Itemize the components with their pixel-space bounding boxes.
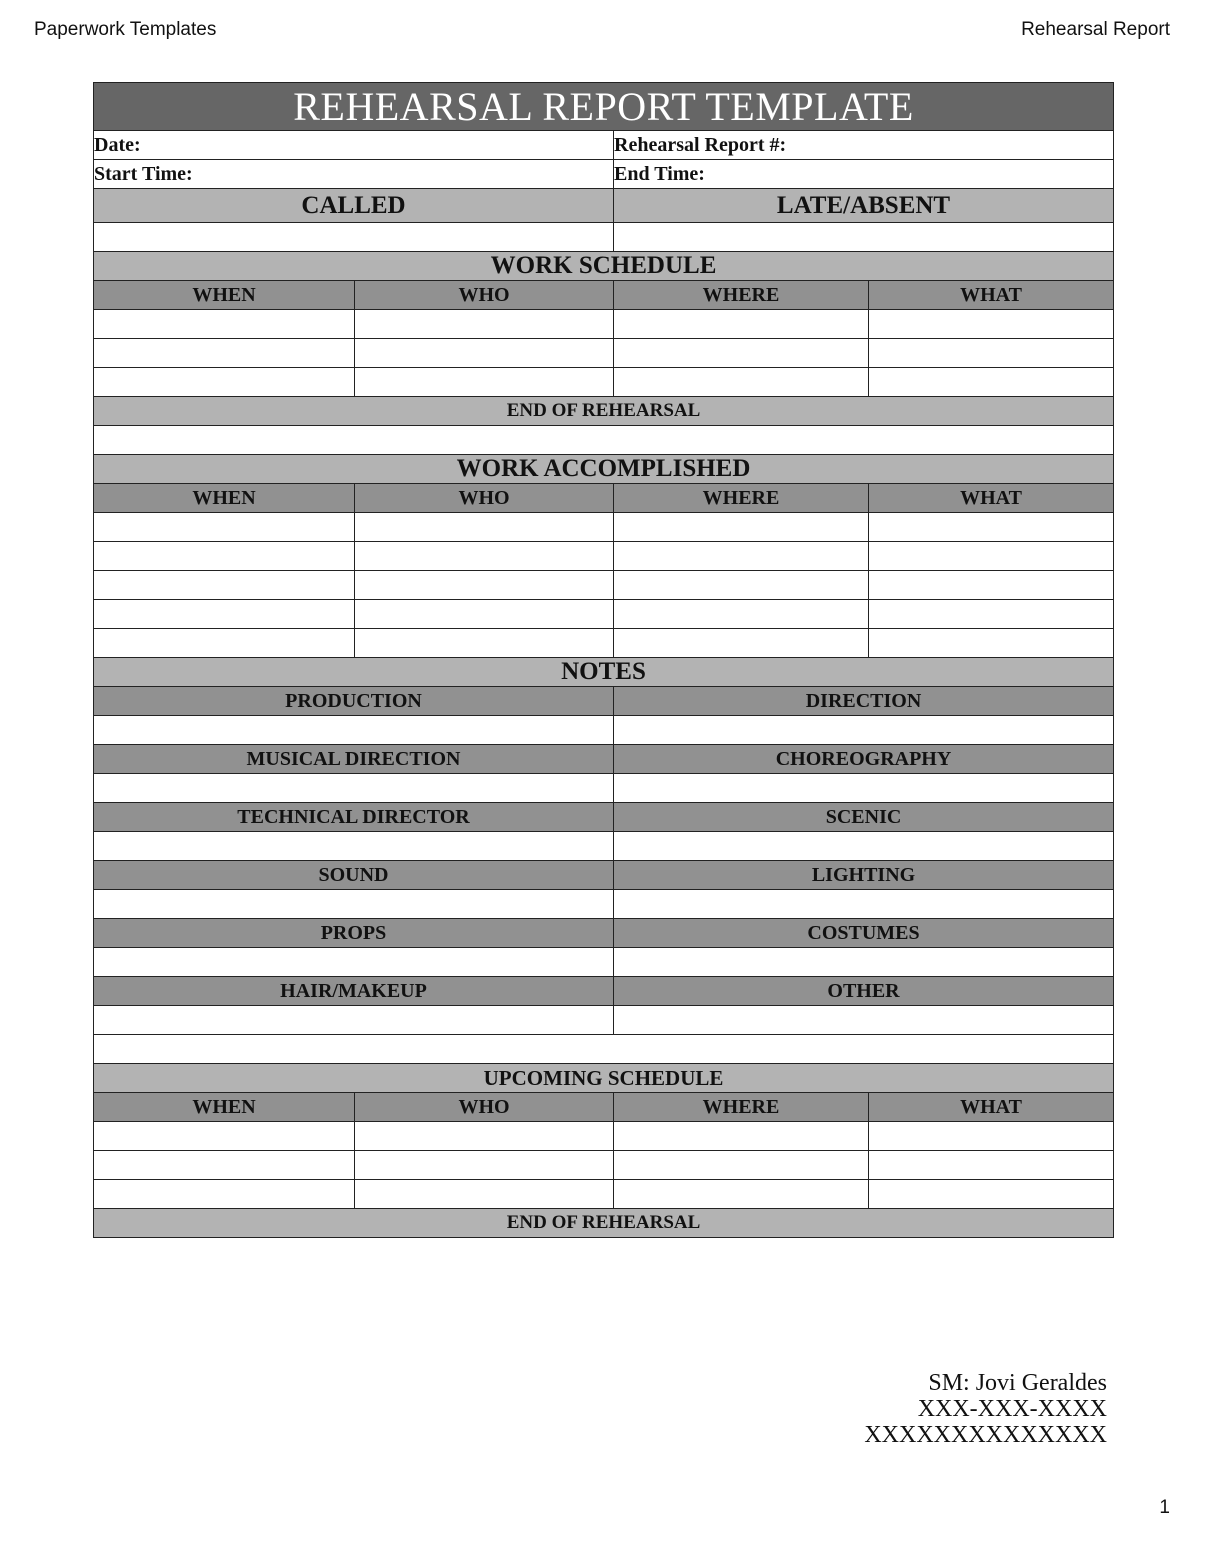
cell[interactable] bbox=[614, 1151, 869, 1180]
notes-direction-header: DIRECTION bbox=[614, 687, 1114, 716]
cell[interactable] bbox=[94, 1151, 355, 1180]
start-time-field[interactable]: Start Time: bbox=[94, 160, 614, 189]
column-header-what: WHAT bbox=[869, 484, 1114, 513]
notes-choreography-header: CHOREOGRAPHY bbox=[614, 745, 1114, 774]
cell[interactable] bbox=[869, 542, 1114, 571]
notes-props-entry[interactable] bbox=[94, 948, 614, 977]
stage-manager-email: XXXXXXXXXXXXXX bbox=[864, 1422, 1107, 1448]
report-number-field[interactable]: Rehearsal Report #: bbox=[614, 131, 1114, 160]
cell[interactable] bbox=[869, 513, 1114, 542]
notes-technical-director-header: TECHNICAL DIRECTOR bbox=[94, 803, 614, 832]
cell[interactable] bbox=[614, 1122, 869, 1151]
notes-spacer-row[interactable] bbox=[94, 1035, 1114, 1064]
called-header: CALLED bbox=[94, 189, 614, 223]
table-row bbox=[94, 1151, 1114, 1180]
cell[interactable] bbox=[355, 1122, 614, 1151]
cell[interactable] bbox=[355, 1151, 614, 1180]
cell[interactable] bbox=[869, 629, 1114, 658]
upcoming-end-of-rehearsal-label: END OF REHEARSAL bbox=[94, 1209, 1114, 1238]
notes-technical-director-entry[interactable] bbox=[94, 832, 614, 861]
column-header-who: WHO bbox=[355, 281, 614, 310]
table-row bbox=[94, 513, 1114, 542]
cell[interactable] bbox=[94, 1122, 355, 1151]
end-time-field[interactable]: End Time: bbox=[614, 160, 1114, 189]
upcoming-schedule-header: UPCOMING SCHEDULE bbox=[94, 1064, 1114, 1093]
cell[interactable] bbox=[355, 368, 614, 397]
page-number: 1 bbox=[1159, 1497, 1170, 1518]
notes-hair-makeup-header: HAIR/MAKEUP bbox=[94, 977, 614, 1006]
notes-costumes-entry[interactable] bbox=[614, 948, 1114, 977]
late-absent-header: LATE/ABSENT bbox=[614, 189, 1114, 223]
rehearsal-report-form bbox=[93, 82, 1114, 1238]
stage-manager-name: SM: Jovi Geraldes bbox=[928, 1370, 1107, 1396]
notes-sound-header: SOUND bbox=[94, 861, 614, 890]
table-row bbox=[94, 368, 1114, 397]
cell[interactable] bbox=[355, 629, 614, 658]
cell[interactable] bbox=[614, 513, 869, 542]
table-row bbox=[94, 1180, 1114, 1209]
notes-musical-direction-header: MUSICAL DIRECTION bbox=[94, 745, 614, 774]
notes-other-header: OTHER bbox=[614, 977, 1114, 1006]
notes-scenic-header: SCENIC bbox=[614, 803, 1114, 832]
column-header-when: WHEN bbox=[94, 281, 355, 310]
cell[interactable] bbox=[94, 339, 355, 368]
cell[interactable] bbox=[355, 1180, 614, 1209]
notes-sound-entry[interactable] bbox=[94, 890, 614, 919]
cell[interactable] bbox=[869, 339, 1114, 368]
table-row bbox=[94, 310, 1114, 339]
form-title: REHEARSAL REPORT TEMPLATE bbox=[94, 83, 1114, 131]
notes-costumes-header: COSTUMES bbox=[614, 919, 1114, 948]
cell[interactable] bbox=[94, 571, 355, 600]
notes-lighting-header: LIGHTING bbox=[614, 861, 1114, 890]
cell[interactable] bbox=[94, 368, 355, 397]
work-accomplished-header: WORK ACCOMPLISHED bbox=[94, 455, 1114, 484]
cell[interactable] bbox=[355, 310, 614, 339]
late-absent-entry[interactable] bbox=[614, 223, 1114, 252]
table-row bbox=[94, 1122, 1114, 1151]
table-row bbox=[94, 339, 1114, 368]
notes-production-header: PRODUCTION bbox=[94, 687, 614, 716]
cell[interactable] bbox=[355, 339, 614, 368]
date-field[interactable]: Date: bbox=[94, 131, 614, 160]
cell[interactable] bbox=[869, 571, 1114, 600]
cell[interactable] bbox=[614, 339, 869, 368]
cell[interactable] bbox=[94, 513, 355, 542]
table-row bbox=[94, 542, 1114, 571]
cell[interactable] bbox=[94, 542, 355, 571]
column-header-who: WHO bbox=[355, 1093, 614, 1122]
cell[interactable] bbox=[614, 629, 869, 658]
column-header-what: WHAT bbox=[869, 1093, 1114, 1122]
table-row bbox=[94, 571, 1114, 600]
notes-production-entry[interactable] bbox=[94, 716, 614, 745]
notes-hair-makeup-entry[interactable] bbox=[94, 1006, 614, 1035]
column-header-when: WHEN bbox=[94, 484, 355, 513]
cell[interactable] bbox=[94, 600, 355, 629]
column-header-where: WHERE bbox=[614, 1093, 869, 1122]
column-header-when: WHEN bbox=[94, 1093, 355, 1122]
column-header-where: WHERE bbox=[614, 484, 869, 513]
cell[interactable] bbox=[355, 542, 614, 571]
notes-musical-direction-entry[interactable] bbox=[94, 774, 614, 803]
cell[interactable] bbox=[869, 600, 1114, 629]
column-header-where: WHERE bbox=[614, 281, 869, 310]
cell[interactable] bbox=[869, 310, 1114, 339]
cell[interactable] bbox=[614, 310, 869, 339]
page-header-left: Paperwork Templates bbox=[34, 19, 217, 40]
cell[interactable] bbox=[869, 1151, 1114, 1180]
cell[interactable] bbox=[355, 571, 614, 600]
cell[interactable] bbox=[614, 542, 869, 571]
cell[interactable] bbox=[869, 1180, 1114, 1209]
cell[interactable] bbox=[614, 368, 869, 397]
page-header-right: Rehearsal Report bbox=[1021, 19, 1170, 40]
table-row bbox=[94, 600, 1114, 629]
end-of-rehearsal-label: END OF REHEARSAL bbox=[94, 397, 1114, 426]
cell[interactable] bbox=[355, 513, 614, 542]
stage-manager-phone: XXX-XXX-XXXX bbox=[917, 1396, 1107, 1422]
cell[interactable] bbox=[614, 600, 869, 629]
cell[interactable] bbox=[355, 600, 614, 629]
notes-props-header: PROPS bbox=[94, 919, 614, 948]
work-schedule-header: WORK SCHEDULE bbox=[94, 252, 1114, 281]
signature-block bbox=[864, 1370, 1107, 1448]
notes-scenic-entry[interactable] bbox=[614, 832, 1114, 861]
column-header-who: WHO bbox=[355, 484, 614, 513]
cell[interactable] bbox=[869, 1122, 1114, 1151]
column-header-what: WHAT bbox=[869, 281, 1114, 310]
cell[interactable] bbox=[869, 368, 1114, 397]
cell[interactable] bbox=[614, 1180, 869, 1209]
cell[interactable] bbox=[94, 629, 355, 658]
notes-direction-entry[interactable] bbox=[614, 716, 1114, 745]
cell[interactable] bbox=[94, 310, 355, 339]
called-entry[interactable] bbox=[94, 223, 614, 252]
cell[interactable] bbox=[614, 571, 869, 600]
notes-choreography-entry[interactable] bbox=[614, 774, 1114, 803]
notes-other-entry[interactable] bbox=[614, 1006, 1114, 1035]
notes-lighting-entry[interactable] bbox=[614, 890, 1114, 919]
table-row bbox=[94, 629, 1114, 658]
cell[interactable] bbox=[94, 1180, 355, 1209]
end-of-rehearsal-entry[interactable] bbox=[94, 426, 1114, 455]
notes-header: NOTES bbox=[94, 658, 1114, 687]
